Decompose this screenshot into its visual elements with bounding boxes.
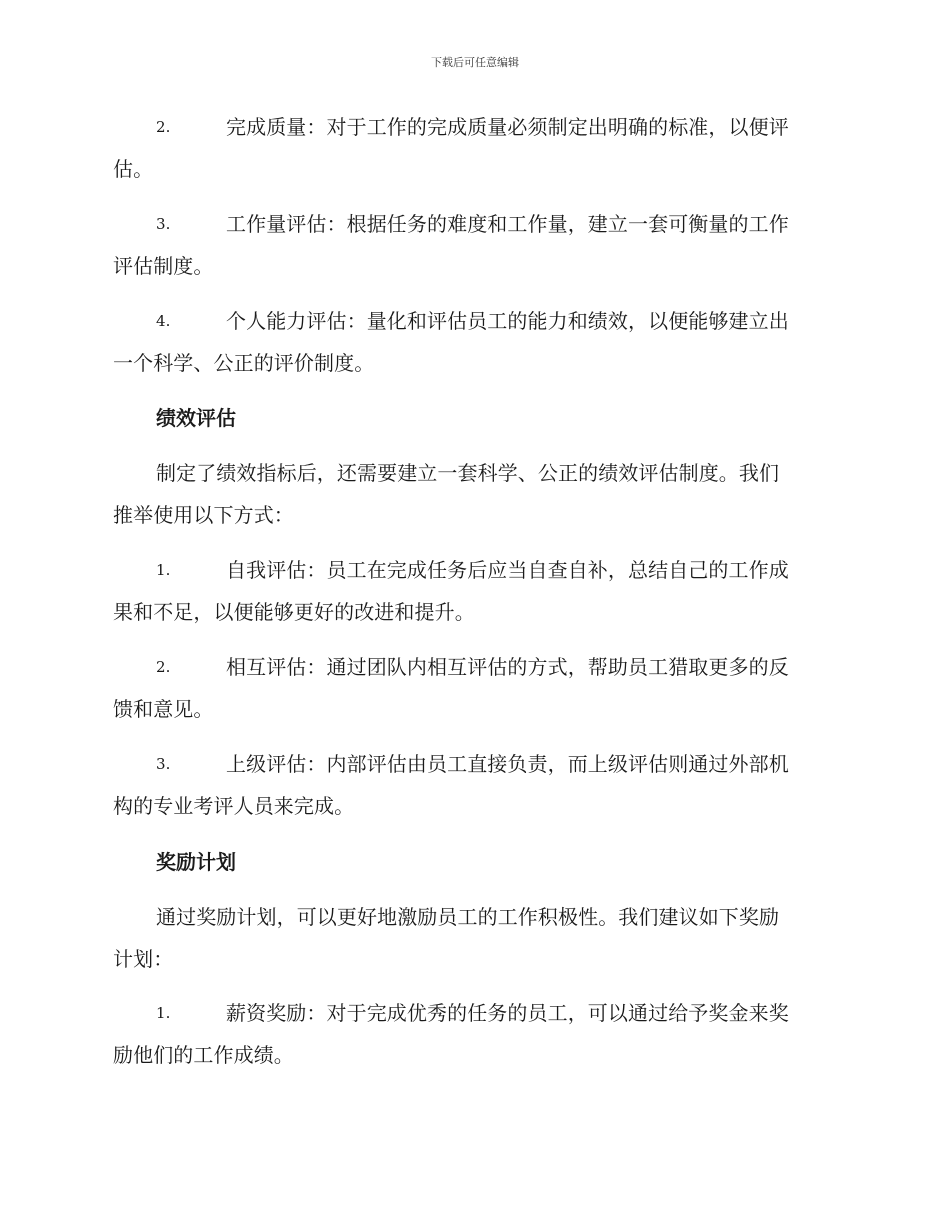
list-item <box>113 655 833 721</box>
list-text-continued: 馈和意见。 <box>113 697 214 721</box>
list-text: 个人能力评估：量化和评估员工的能力和绩效，以便能够建立出 <box>226 309 789 333</box>
list-text-continued: 构的专业考评人员来完成。 <box>113 794 355 818</box>
list-item <box>113 309 833 375</box>
section-heading: 绩效评估 <box>156 406 236 430</box>
paragraph <box>113 461 833 527</box>
list-number: 2. <box>156 658 171 676</box>
list-item <box>113 115 833 181</box>
list-number: 3. <box>156 755 171 773</box>
paragraph-line: 制定了绩效指标后，还需要建立一套科学、公正的绩效评估制度。我们 <box>156 461 780 485</box>
paragraph-line: 计划： <box>113 947 174 971</box>
list-item <box>113 212 833 278</box>
paragraph-line: 通过奖励计划，可以更好地激励员工的工作积极性。我们建议如下奖励 <box>156 905 780 929</box>
list-number: 1. <box>156 561 171 579</box>
paragraph-line: 推举使用以下方式： <box>113 503 294 527</box>
list-item <box>113 1001 833 1067</box>
list-number: 2. <box>156 118 171 136</box>
section-heading: 奖励计划 <box>156 850 236 874</box>
list-text-continued: 一个科学、公正的评价制度。 <box>113 351 375 375</box>
list-text: 工作量评估：根据任务的难度和工作量，建立一套可衡量的工作 <box>226 212 789 236</box>
list-text-continued: 评估制度。 <box>113 254 214 278</box>
list-text: 完成质量：对于工作的完成质量必须制定出明确的标准，以便评 <box>226 115 789 139</box>
list-text-continued: 励他们的工作成绩。 <box>113 1043 294 1067</box>
list-text: 上级评估：内部评估由员工直接负责，而上级评估则通过外部机 <box>226 752 789 776</box>
list-text: 自我评估：员工在完成任务后应当自查自补，总结自己的工作成 <box>226 558 789 582</box>
list-text: 薪资奖励：对于完成优秀的任务的员工，可以通过给予奖金来奖 <box>226 1001 789 1025</box>
list-text-continued: 果和不足，以便能够更好的改进和提升。 <box>113 600 475 624</box>
list-number: 4. <box>156 312 171 330</box>
list-number: 1. <box>156 1004 171 1022</box>
list-text: 相互评估：通过团队内相互评估的方式，帮助员工猎取更多的反 <box>226 655 789 679</box>
list-number: 3. <box>156 215 171 233</box>
page-header: 下载后可任意编辑 <box>431 56 519 69</box>
list-item <box>113 752 833 818</box>
paragraph <box>113 905 833 971</box>
list-item <box>113 558 833 624</box>
list-text-continued: 估。 <box>113 157 154 181</box>
